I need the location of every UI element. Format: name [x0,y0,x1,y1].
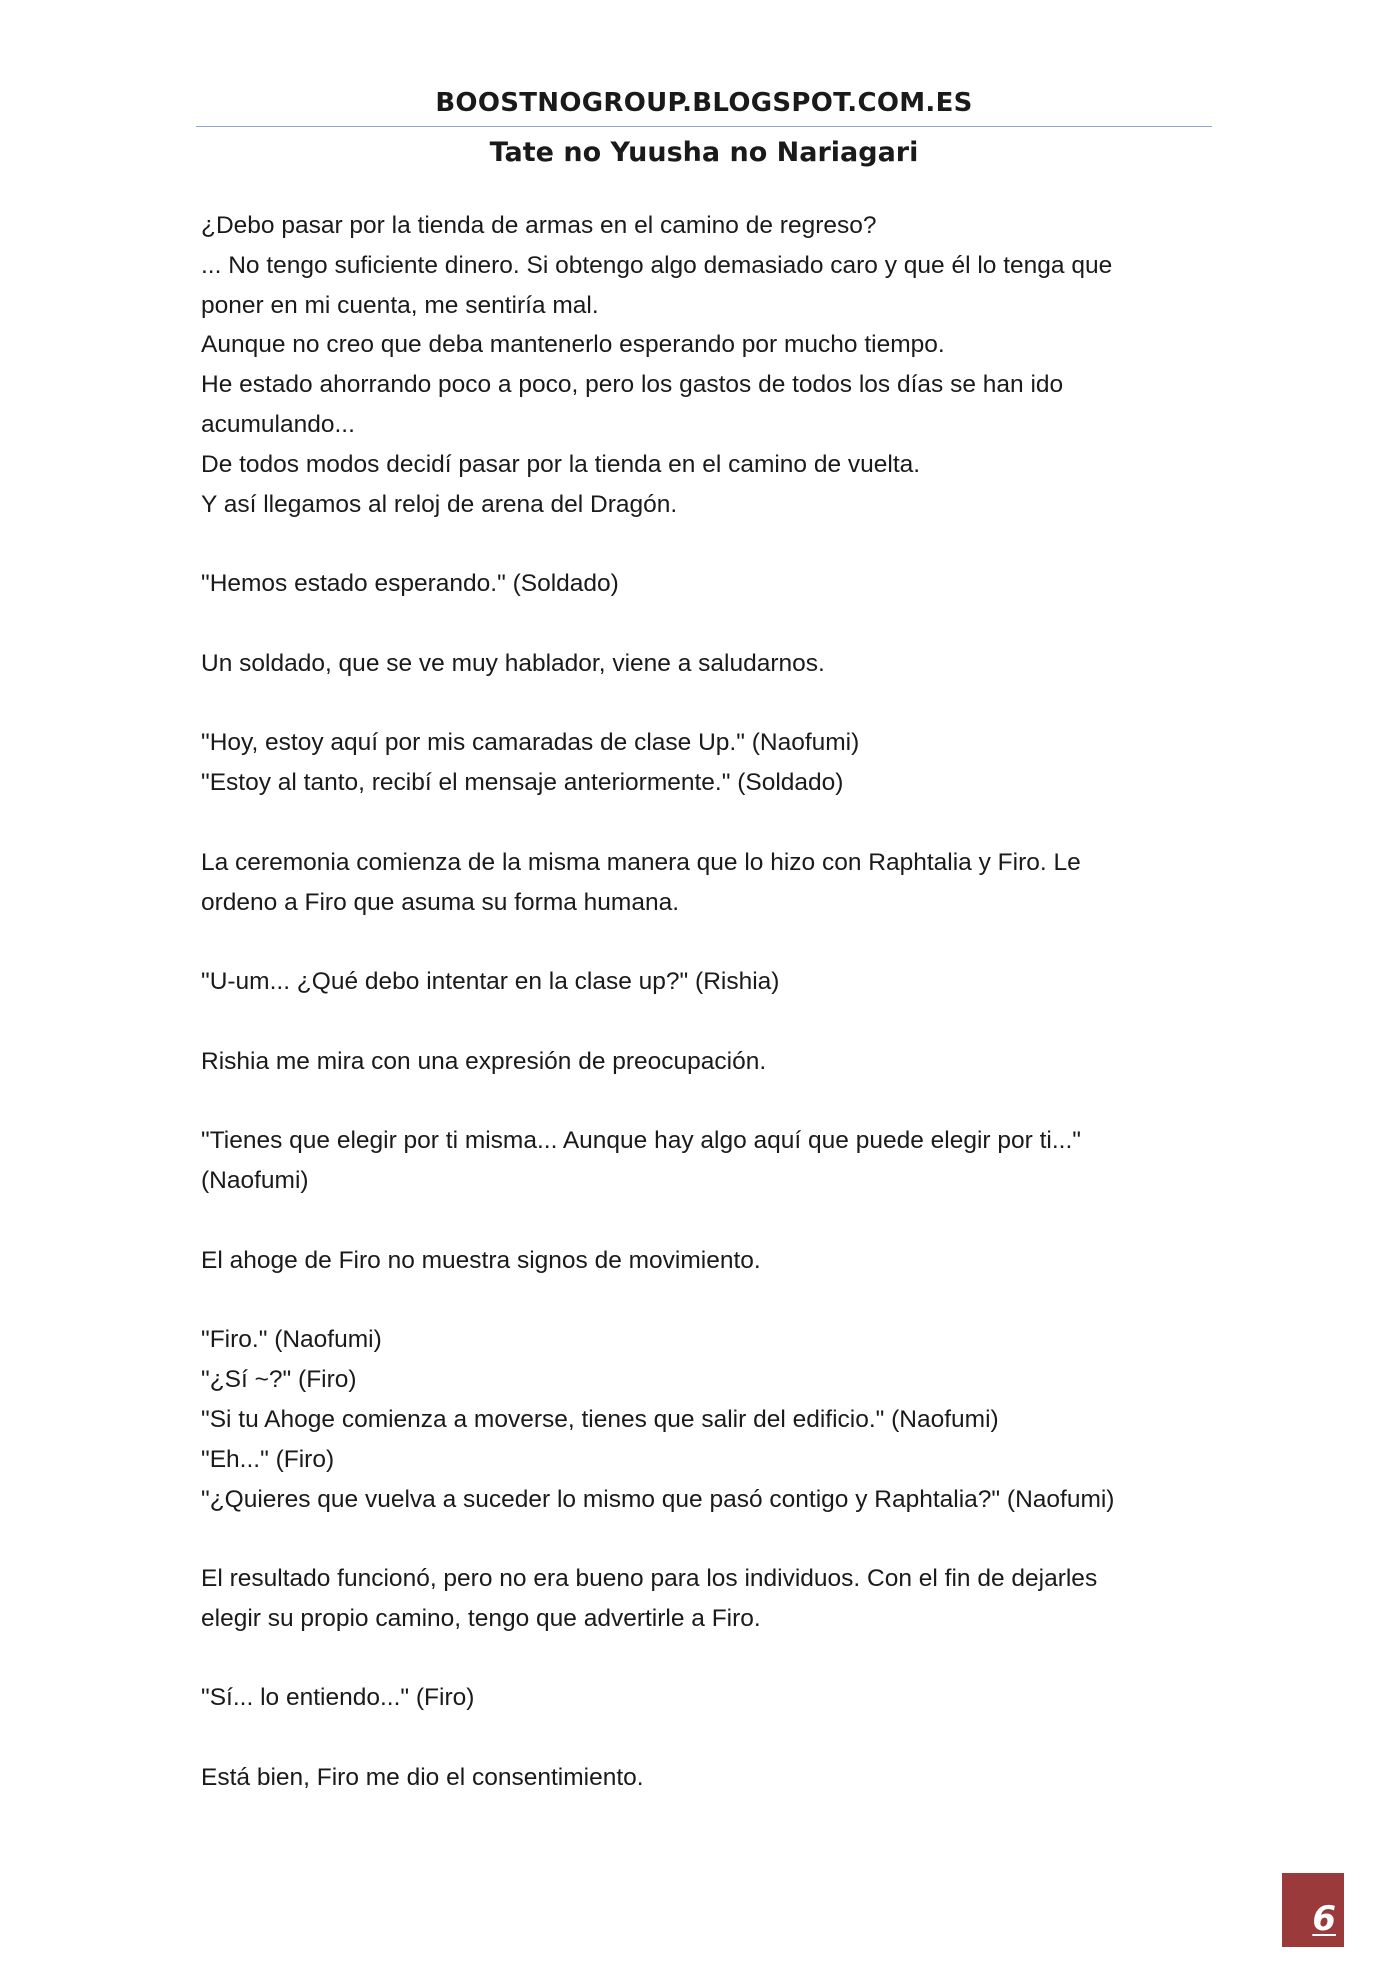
text-line: De todos modos decidí pasar por la tienda en el camino de vuelta. [201,450,921,478]
text-line: ¿Debo pasar por la tienda de armas en el camino de regreso? [201,212,877,239]
blank-line [201,524,1201,564]
text-line: "Si tu Ahoge comienza a moverse, tienes que salir del edificio." (Naofumi) [201,1405,999,1433]
page-number-badge [1282,1873,1344,1947]
text-line: Y así llegamos al reloj de arena del Dragón. [201,490,678,518]
text-line: "Firo." (Naofumi) [201,1326,382,1354]
text-line: "¿Sí ~?" (Firo) [201,1366,357,1394]
text-line: "Hemos estado esperando." (Soldado) [201,570,619,598]
text-line: El resultado funcionó, pero no era bueno para los individuos. Con el fin de dejarles [201,1565,1098,1593]
text-line: elegir su propio camino, tengo que advertirle a Firo. [201,1604,761,1632]
text-line: El ahoge de Firo no muestra signos de movimiento. [201,1246,761,1274]
text-line: He estado ahorrando poco a poco, pero los gastos de todos los días se han ido [201,371,1064,399]
blank-line [201,684,1201,724]
text-line: poner en mi cuenta, me sentiría mal. [201,291,599,319]
blank-line [201,1718,1201,1758]
blank-line [201,1201,1201,1241]
blank-line [201,1519,1201,1559]
blank-line [201,1639,1201,1679]
blank-line [201,1082,1201,1122]
text-line: "Sí... lo entiendo..." (Firo) [201,1684,475,1712]
text-line: (Naofumi) [201,1167,309,1195]
text-line: La ceremonia comienza de la misma manera que lo hizo con Raphtalia y Firo. Le [201,848,1081,876]
text-line: "Eh..." (Firo) [201,1445,335,1473]
page-header [196,86,1212,171]
text-line: "U-um... ¿Qué debo intentar en la clase up?" (Rishia) [201,968,780,996]
text-line: "Estoy al tanto, recibí el mensaje anteriormente." (Soldado) [201,769,844,797]
blank-line [201,1002,1201,1042]
page-number: 6 [1312,1899,1336,1939]
blank-line [201,922,1201,962]
text-line: ordeno a Firo que asuma su forma humana. [201,888,680,916]
text-line: "Hoy, estoy aquí por mis camaradas de clase Up." (Naofumi) [201,729,860,757]
site-title: BOOSTNOGROUP.BLOGSPOT.COM.ES [435,88,973,118]
text-line: acumulando... [201,410,355,438]
text-line: Un soldado, que se ve muy hablador, viene a saludarnos. [201,649,825,677]
text-line: "¿Quieres que vuelva a suceder lo mismo que pasó contigo y Raphtalia?" (Naofumi) [201,1485,1115,1513]
book-title: Tate no Yuusha no Nariagari [489,137,919,168]
text-line: ... No tengo suficiente dinero. Si obtengo algo demasiado caro y que él lo tenga que [201,251,1113,279]
text-line: "Tienes que elegir por ti misma... Aunque hay algo aquí que puede elegir por ti..." [201,1127,1081,1155]
text-line: Rishia me mira con una expresión de preocupación. [201,1047,767,1075]
text-line: Está bien, Firo me dio el consentimiento. [201,1764,644,1792]
blank-line [201,604,1201,644]
text-line: Aunque no creo que deba mantenerlo esperando por mucho tiempo. [201,331,945,359]
header-divider [196,126,1212,127]
blank-line [201,1281,1201,1321]
document-body [201,206,1201,1798]
blank-line [201,803,1201,843]
